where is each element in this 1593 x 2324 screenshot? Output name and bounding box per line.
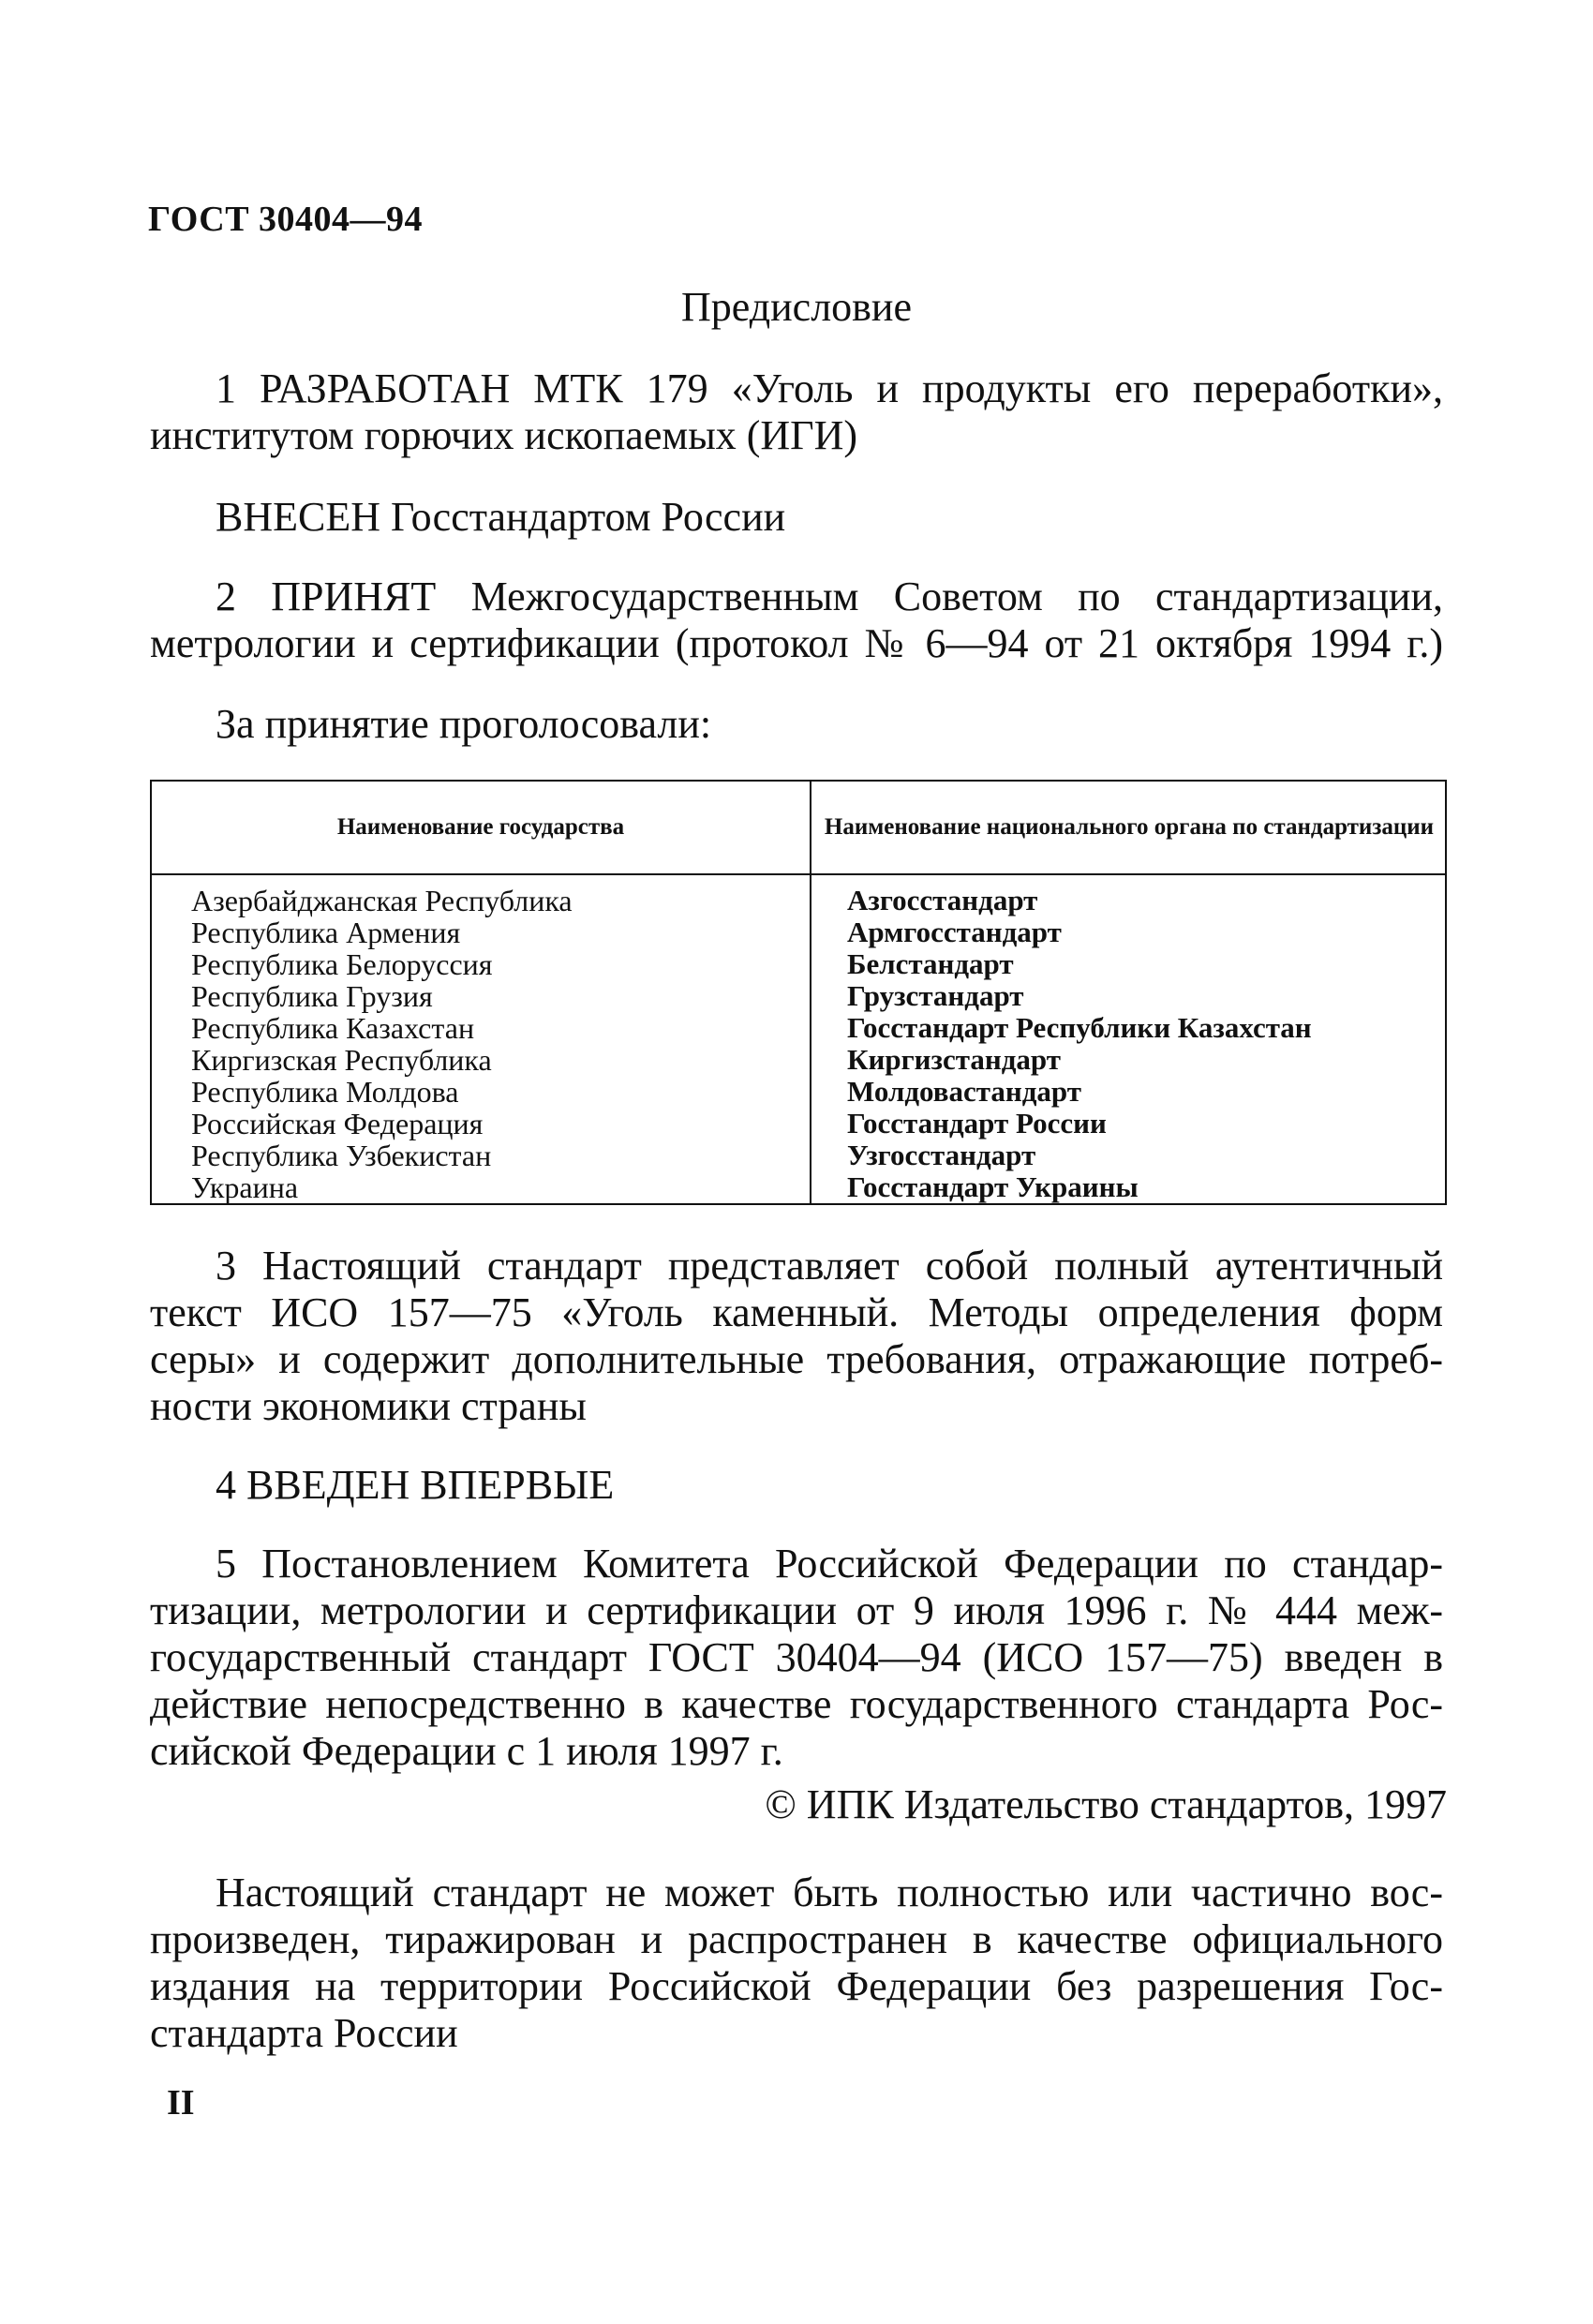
table-cell: Республика Узбекистан	[191, 1139, 492, 1172]
text-line: сийской Федерации с 1 июля 1997 г.	[150, 1728, 783, 1774]
paragraph-voted	[150, 701, 1443, 748]
page-number: II	[167, 2083, 195, 2123]
text-line: 2 ПРИНЯТ Межгосударственным Советом по стандартизации,	[216, 574, 1443, 619]
paragraph-authentic-text	[150, 1243, 1443, 1430]
table-cell: Азгосстандарт	[847, 884, 1038, 916]
copyright-notice: © ИПК Издательство стандартов, 1997	[765, 1781, 1447, 1827]
text-line: тизации, метрологии и сертификации от 9 июля 1996 г. № 444 меж-	[150, 1587, 1443, 1633]
text-line: метрологии и сертификации (протокол № 6—94 от 21 октября 1994 г.)	[150, 620, 1443, 666]
column-header-state: Наименование государства	[336, 814, 625, 840]
text-line: ВНЕСЕН Госстандартом России	[216, 494, 786, 540]
table-cell: Узгосстандарт	[847, 1139, 1036, 1171]
table-cell: Госстандарт Украины	[847, 1170, 1139, 1203]
document-code: ГОСТ 30404—94	[148, 200, 424, 239]
table-cell: Грузстандарт	[847, 979, 1024, 1012]
table-divider	[810, 782, 811, 1203]
paragraph-introduced	[150, 494, 1443, 541]
text-line: ности экономики страны	[150, 1383, 587, 1429]
table-cell: Республика Грузия	[191, 979, 433, 1013]
paragraph-reproduction-notice	[150, 1870, 1443, 2057]
table-cell: Азербайджанская Республика	[191, 884, 573, 917]
text-line: институтом горючих ископаемых (ИГИ)	[150, 412, 858, 458]
table-cell: Госстандарт Республики Казахстан	[847, 1011, 1312, 1044]
paragraph-adopted	[150, 574, 1443, 667]
table-cell: Молдовастандарт	[847, 1075, 1081, 1108]
text-line: произведен, тиражирован и распространен в качестве официального	[150, 1916, 1443, 1962]
table-cell: Республика Молдова	[191, 1075, 459, 1109]
text-line: Настоящий стандарт не может быть полностью или частично вос-	[216, 1870, 1443, 1915]
table-cell: Республика Казахстан	[191, 1011, 475, 1045]
text-line: действие непосредственно в качестве государственного стандарта Рос-	[150, 1681, 1443, 1727]
text-line: 3 Настоящий стандарт представляет собой полный аутентичный	[216, 1243, 1443, 1289]
table-cell: Белстандарт	[847, 947, 1014, 980]
table-cell: Армгосстандарт	[847, 916, 1062, 948]
table-cell: Госстандарт России	[847, 1107, 1107, 1140]
text-line: За принятие проголосовали:	[216, 701, 712, 747]
voting-table	[150, 780, 1447, 1205]
table-cell: Киргизская Республика	[191, 1043, 492, 1077]
text-line: государственный стандарт ГОСТ 30404—94 (ИСО 157—75) введен в	[150, 1634, 1443, 1680]
text-line: серы» и содержит дополнительные требования, отражающие потреб-	[150, 1336, 1443, 1382]
table-cell: Республика Белоруссия	[191, 947, 493, 981]
table-column-bodies	[847, 885, 1312, 1203]
table-header	[152, 782, 1445, 875]
text-line: 5 Постановлением Комитета Российской Федерации по стандар-	[216, 1541, 1443, 1587]
text-line: 1 РАЗРАБОТАН МТК 179 «Уголь и продукты его переработки»,	[216, 365, 1443, 411]
table-cell: Киргизстандарт	[847, 1043, 1061, 1076]
text-line: стандарта России	[150, 2010, 458, 2056]
table-cell: Украина	[191, 1170, 299, 1204]
text-line: издания на территории Российской Федерации без разрешения Гос-	[150, 1963, 1443, 2009]
table-column-states	[191, 885, 573, 1203]
text-line: текст ИСО 157—75 «Уголь каменный. Методы определения форм	[150, 1289, 1443, 1335]
paragraph-resolution	[150, 1541, 1443, 1775]
paragraph-developed	[150, 365, 1443, 459]
text-line: 4 ВВЕДЕН ВПЕРВЫЕ	[216, 1462, 615, 1508]
paragraph-first-introduced	[150, 1462, 1443, 1509]
section-title: Предисловие	[681, 284, 912, 330]
table-cell: Республика Армения	[191, 916, 461, 949]
table-cell: Российская Федерация	[191, 1107, 484, 1140]
column-header-body: Наименование национального органа по стандартизации	[824, 814, 1435, 840]
